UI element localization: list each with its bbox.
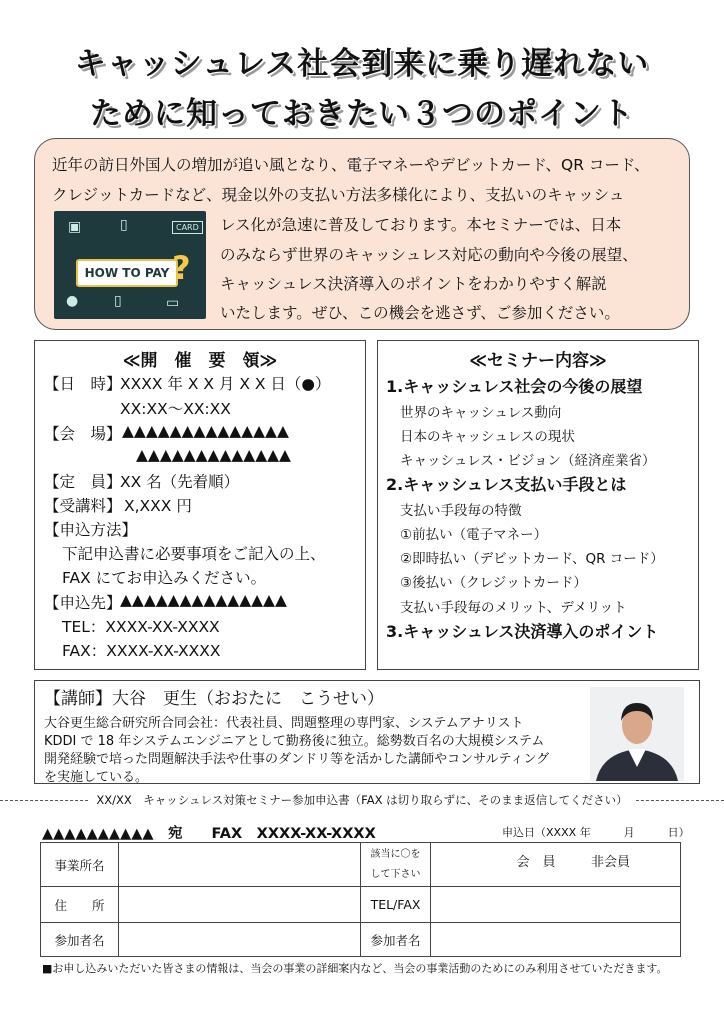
lecturer-bio-line: KDDI で 18 年システムエンジニアとして勤務後に独立。総勢数百名の大規模システム: [44, 734, 545, 749]
form-fax-destination: ▲▲▲▲▲▲▲▲▲▲ 宛 FAX XXXX-XX-XXXX: [42, 826, 376, 842]
office-field[interactable]: [119, 843, 361, 887]
membership-field[interactable]: [431, 843, 681, 887]
nonmember-option[interactable]: 非会員: [590, 855, 630, 870]
venue-value: ▲▲▲▲▲▲▲▲▲▲▲▲▲▲: [122, 422, 289, 440]
event-details-title: ≪開 催 要 領≫: [122, 351, 278, 371]
time-value: XX:XX～XX:XX: [120, 400, 231, 418]
apply-instruction: 下記申込書に必要事項をご記入の上、: [62, 545, 326, 563]
capacity-value: XX 名（先着順）: [120, 473, 240, 491]
venue-value: ▲▲▲▲▲▲▲▲▲▲▲▲▲: [136, 446, 291, 464]
lecturer-bio-line: 大谷更生総合研究所合同会社：代表社員、問題整理の専門家、システムアナリスト: [44, 716, 524, 731]
address-label: 住 所: [41, 887, 119, 923]
section-item: 支払い手段毎のメリット、デメリット: [400, 600, 627, 616]
cut-line-label: XX/XX キャッシュレス対策セミナー参加申込書（FAX は切り取らずに、そのまま返信してください）: [0, 792, 724, 808]
phone-icon: ▯: [120, 217, 128, 233]
intro-line: のみならず世界のキャッシュレス対応の動向や今後の展望、: [220, 246, 638, 264]
intro-line: レス化が急速に普及しております。本セミナーでは、日本: [220, 216, 622, 234]
tel-fax-field[interactable]: [431, 887, 681, 923]
section-heading: 3.キャッシュレス決済導入のポイント: [386, 622, 659, 641]
how-to-pay-label: HOW TO PAY: [76, 259, 178, 287]
phone-icon: ▯: [114, 293, 122, 309]
tel-value: TEL：XXXX-XX-XXXX: [62, 618, 220, 636]
destination-label: 【申込先】: [44, 594, 122, 612]
intro-line: いたします。ぜひ、この機会を逃さず、ご参加ください。: [220, 304, 620, 322]
date-label: 【日 時】: [44, 375, 122, 393]
address-field[interactable]: [119, 887, 361, 923]
member-option[interactable]: 会 員: [516, 855, 556, 870]
section-item: 支払い手段毎の特徴: [400, 503, 522, 519]
fee-value: X,XXX 円: [124, 497, 192, 515]
participant-label: 参加者名: [361, 923, 431, 957]
lecturer-photo: [590, 687, 684, 781]
lecturer-bio-line: 開発経験で培った問題解決手法や仕事のダンドリ等を活かした講師やコンサルティング: [44, 752, 550, 767]
capacity-label: 【定 員】: [44, 473, 122, 491]
seminar-content-title: ≪セミナー内容≫: [469, 351, 607, 371]
participant-field[interactable]: [119, 923, 361, 957]
fee-label: 【受講料】: [44, 497, 122, 515]
section-item: ①前払い（電子マネー）: [400, 527, 548, 543]
apply-label: 【申込方法】: [44, 521, 138, 539]
venue-label: 【会 場】: [44, 425, 122, 443]
office-label: 事業所名: [41, 843, 119, 887]
participant-label: 参加者名: [41, 923, 119, 957]
intro-line: キャッシュレス決済導入のポイントをわかりやすく解説: [220, 275, 607, 293]
section-heading: 1.キャッシュレス社会の今後の展望: [386, 377, 643, 396]
question-mark: ?: [172, 249, 191, 287]
privacy-note: ■お申し込みいただいた皆さまの情報は、当会の事業の詳細案内など、当会の事業活動のためにのみ利用させていただきます。: [42, 962, 668, 975]
money-icon: ▭: [166, 295, 180, 311]
fax-value: FAX：XXXX-XX-XXXX: [62, 642, 221, 660]
section-item: キャッシュレス・ビジョン（経済産業省）: [400, 453, 656, 469]
lecturer-name: 【講師】大谷 更生（おおたに こうせい）: [44, 689, 384, 709]
lecturer-bio-line: を実施している。: [44, 770, 149, 785]
section-item: ③後払い（クレジットカード）: [400, 575, 587, 591]
coin-icon: ●: [66, 293, 79, 309]
form-application-date: 申込日（XXXX 年 月 日）: [502, 826, 690, 839]
destination-value: ▲▲▲▲▲▲▲▲▲▲▲▲▲▲: [120, 591, 287, 609]
participant-field[interactable]: [431, 923, 681, 957]
check-instruction: 該当に〇を して下さい: [361, 843, 431, 887]
section-item: 日本のキャッシュレスの現状: [400, 429, 575, 445]
page-title-line2: ために知っておきたい３つのポイント: [90, 96, 634, 132]
section-item: 世界のキャッシュレス動向: [400, 405, 562, 421]
card-icon: CARD: [172, 221, 203, 234]
intro-line: クレジットカードなど、現金以外の支払い方法多様化により、支払いのキャッシュ: [52, 186, 625, 204]
section-heading: 2.キャッシュレス支払い手段とは: [386, 475, 627, 494]
application-form: [40, 842, 681, 957]
apply-instruction: FAX にてお申込みください。: [62, 569, 267, 587]
intro-line: 近年の訪日外国人の増加が追い風となり、電子マネーやデビットカード、QR コード、: [52, 156, 650, 174]
how-to-pay-image: [54, 211, 206, 319]
date-value: XXXX 年 X X 月 X X 日（●）: [120, 375, 331, 393]
wallet-icon: ▣: [68, 219, 82, 235]
page-title-line1: キャッシュレス社会到来に乗り遅れない: [74, 46, 650, 82]
tel-fax-label: TEL/FAX: [361, 887, 431, 923]
section-item: ②即時払い（デビットカード、QR コード）: [400, 551, 664, 567]
